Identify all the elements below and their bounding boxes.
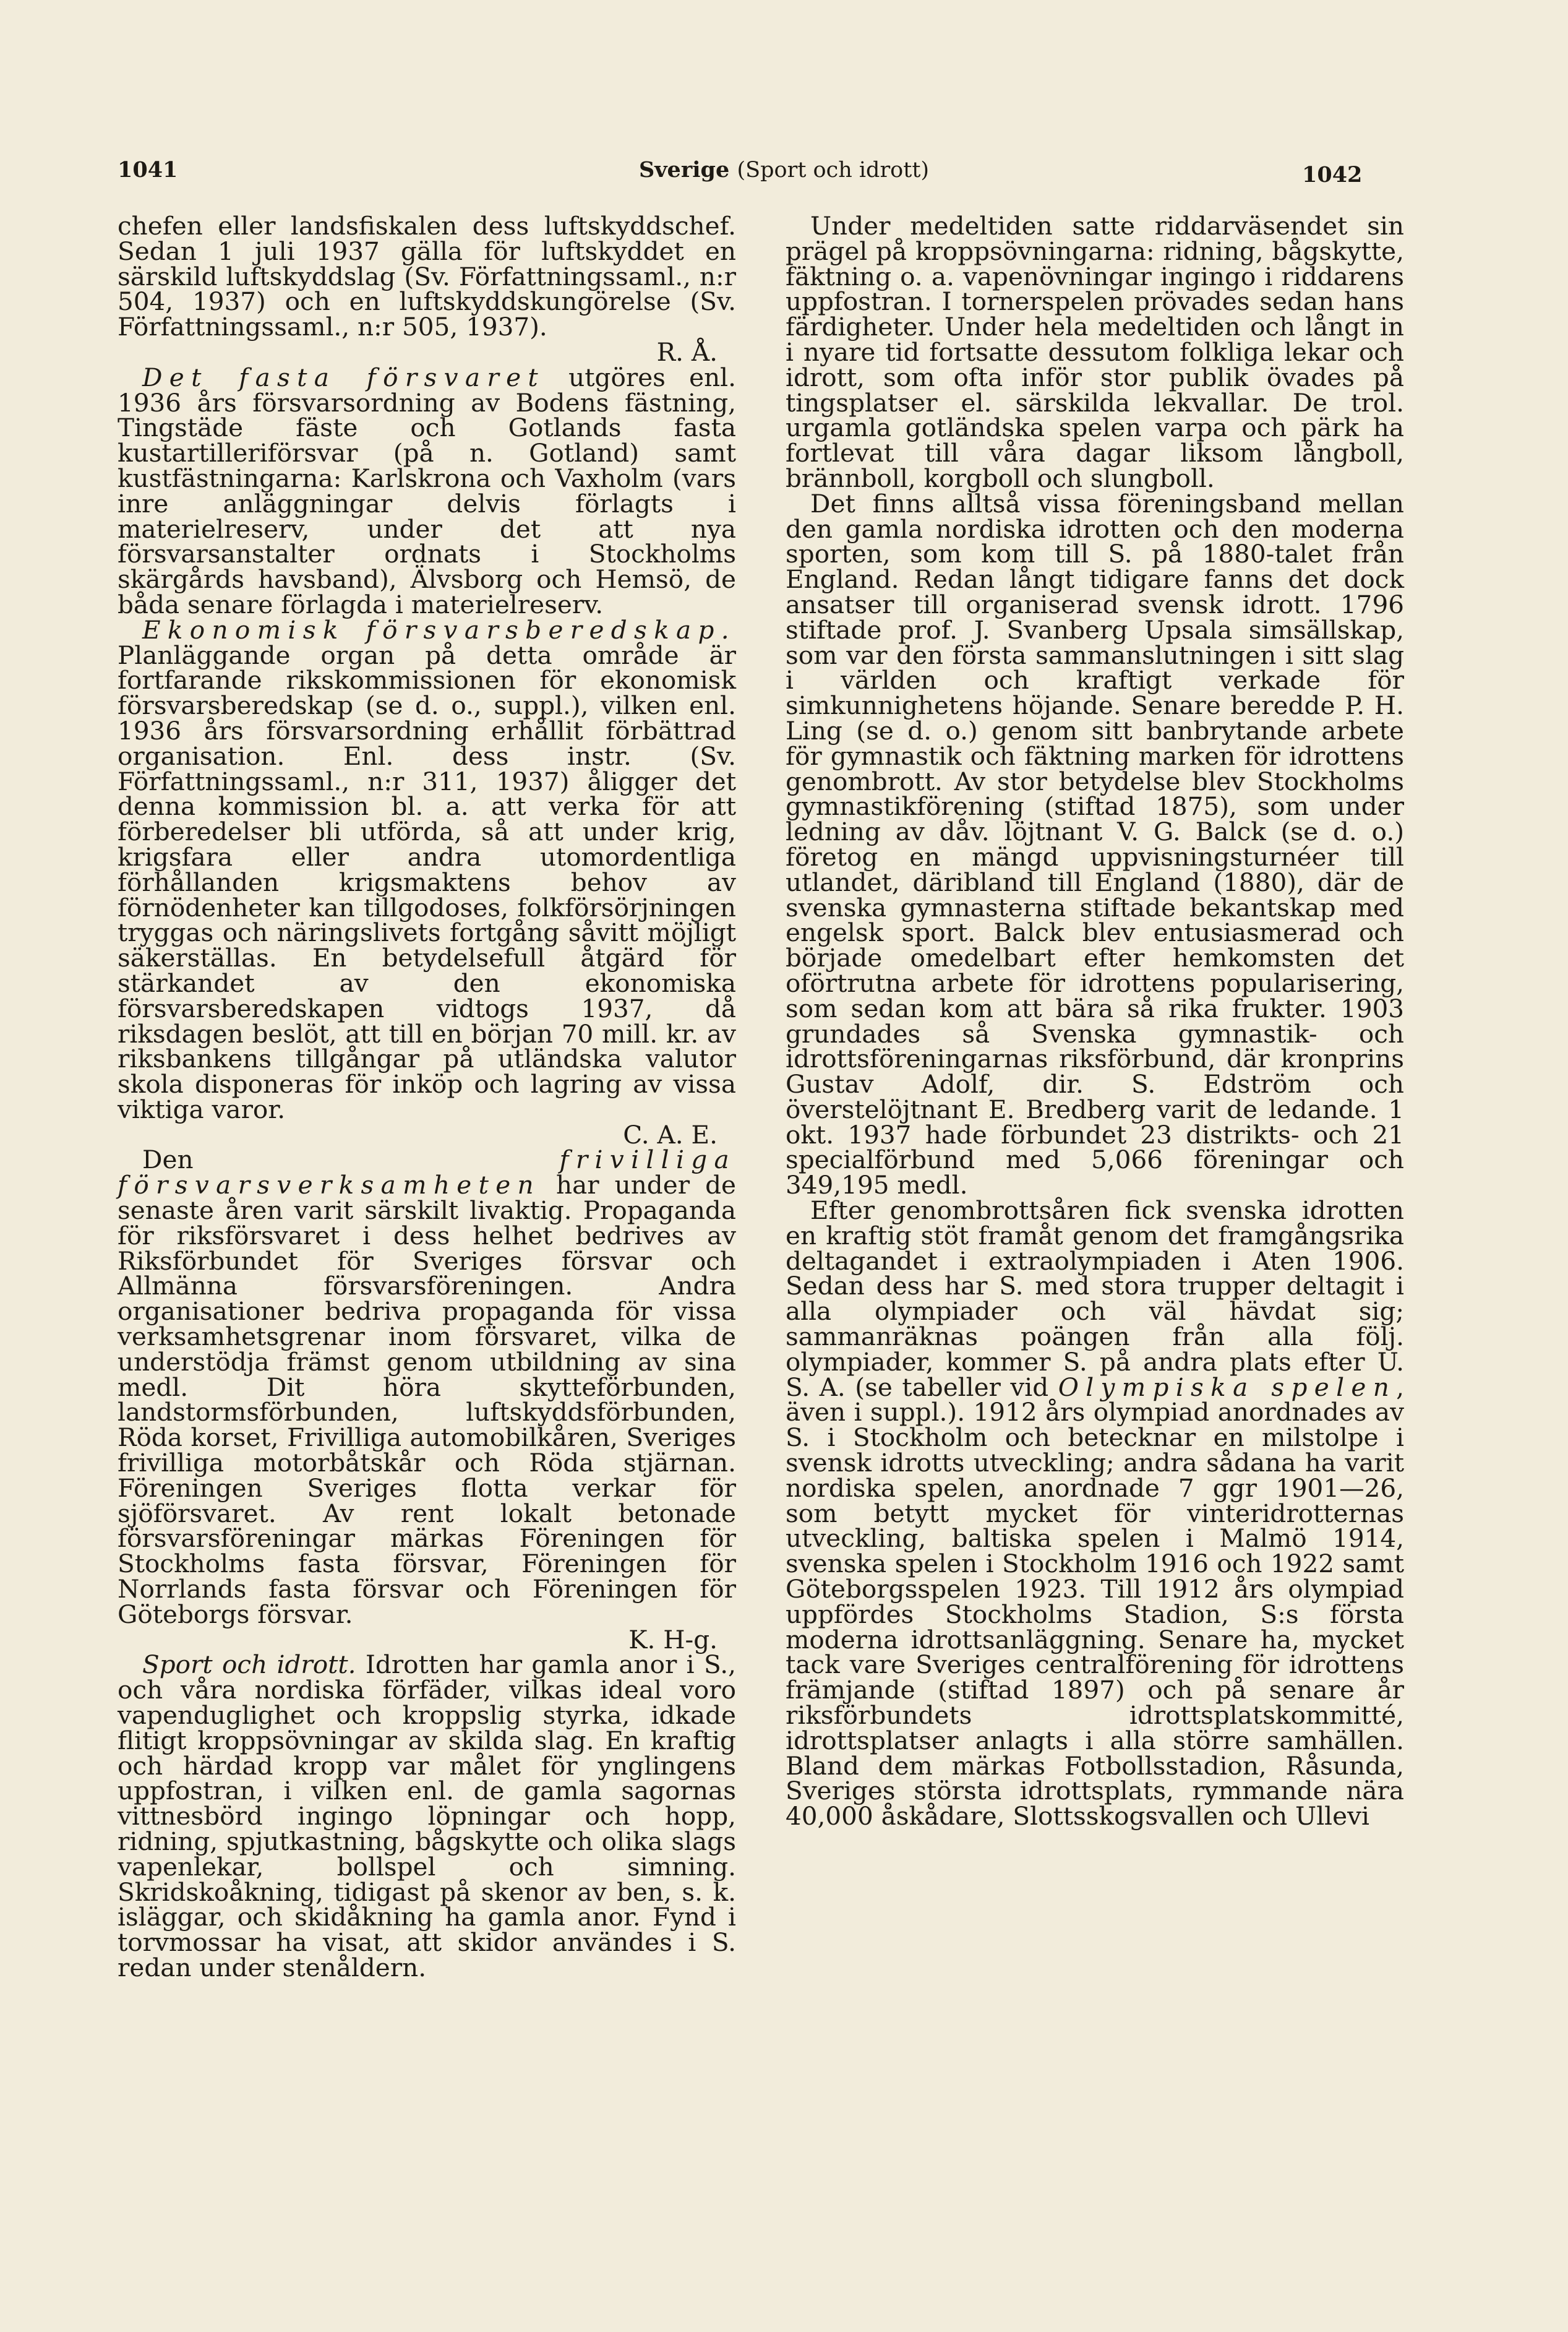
cross-reference: Olympiska spelen	[1058, 1372, 1397, 1402]
paragraph-text: har under de senaste åren varit särskilt livaktig. Propaganda för riksförsvaret i dess helhet bedrives av Riksförbundet för Sveriges försvar och Allmänna försvarsföreningen. Andra organisationer bedriva propaganda för vissa verksamhetsgrenar inom försvaret, vilka de understödja främst genom utbildning av sina medl. Dit höra skytteförbunden, landstormsförbunden, luftskyddsförbunden, Röda korset, Frivilliga automobilkåren, Sveriges frivilliga motorbåtskår och Röda stjärnan. Föreningen Sveriges flotta verkar för sjöförsvaret. Av rent lokalt betonade försvarsföreningar märkas Föreningen för Stockholms fasta försvar, Föreningen för Norrlands fasta försvar och Föreningen för Göteborgs försvar.	[118, 1170, 736, 1629]
author-signature: K. H-g.	[628, 1624, 718, 1654]
paragraph-text: Idrotten har gamla anor i S., och våra nordiska förfäder, vilkas ideal voro vapenduglighet och kroppslig styrka, idkade flitigt kroppsövningar av skilda slag. En kraftig och härdad kropp var målet för ynglingens uppfostran, i vilken enl. de gamla sagornas vittnesbörd ingingo löpningar och hopp, ridning, spjutkastning, bågskytte och olika slags vapenlekar, bollspel och simning. Skridskoåkning, tidigast på skenor av ben, s. k. isläggar, och skidåkning ha gamla anor. Fynd i torvmossar ha visat, att skidor användes i S. redan under stenåldern.	[118, 1650, 736, 1982]
page-number-right: 1042	[1302, 162, 1363, 187]
page-number-left: 1041	[118, 157, 178, 183]
paragraph-text: Planläggande organ på detta område är fortfarande rikskommissionen för ekonomisk försvarsberedskap (se d. o., suppl.), vilken enl. 1936 års försvarsordning erhållit förbättrad organisation. Enl. dess instr. (Sv. Författningssaml., n:r 311, 1937) åligger det denna kommission bl. a. att verka för att förberedelser bli utförda, så att under krig, krigsfara eller andra utomordentliga förhållanden krigsmaktens behov av förnödenheter kan tillgodoses, folkförsörjningen tryggas och näringslivets fortgång såvitt möjligt säkerställas. En betydelsefull åtgärd för stärkandet av den ekonomiska försvarsberedskapen vidtogs 1937, då riksdagen beslöt, att till en början 70 mill. kr. av riksbankens tillgångar på utländska valutor skola disponeras för inköp och lagring av vissa viktiga varor.	[118, 640, 736, 1124]
section-lead: frivilliga försvarsverksamheten	[118, 1145, 736, 1200]
paragraph-text: chefen eller landsfiskalen dess luftskyddschef. Sedan 1 juli 1937 gälla för luftskyddet en särskild luftskyddslag (Sv. Författningssaml., n:r 504, 1937) och en luftskyddskungörelse (Sv. Författningssaml., n:r 505, 1937).	[118, 211, 736, 342]
paragraph-ekonomisk-beredskap	[118, 614, 736, 1150]
paragraph-frivilliga	[118, 1147, 736, 1652]
paragraph-luftskydd	[118, 213, 736, 365]
section-lead: Det fasta försvaret	[142, 362, 545, 392]
left-column	[118, 213, 736, 1981]
paragraph-foreningsband: Det finns alltså vissa föreningsband mellan den gamla nordiska idrotten och den moderna sporten, som kom till S. på 1880-talet från England. Redan långt tidigare fanns det dock ansatser till organiserad svensk idrott. 1796 stiftade prof. J. Svanberg Upsala simsällskap, som var den första sammanslutningen i sitt slag i världen och kraftigt verkade för simkunnighetens höjande. Senare beredde P. H. Ling (se d. o.) genom sitt banbrytande arbete för gymnastik och fäktning marken för idrottens genombrott. Av stor betydelse blev Stockholms gymnastikförening (stiftad 1875), som under ledning av dåv. löjtnant V. G. Balck (se d. o.) företog en mängd uppvisningsturnéer till utlandet, däribland till England (1880), där de svenska gymnasterna stiftade bekantskap med engelsk sport. Balck blev entusiasmerad och började omedelbart efter hemkomsten det oförtrutna arbete för idrottens popularisering, som sedan kom att bära så rika frukter. 1903 grundades så Svenska gymnastik- och idrottsföreningarnas riksförbund, där kronprins Gustav Adolf, dir. S. Edström och överstelöjtnant E. Bredberg varit de ledande. 1 okt. 1937 hade förbundet 23 distrikts- och 21 specialförbund med 5,066 föreningar och 349,195 medl.	[786, 488, 1404, 1200]
section-lead: Ekonomisk försvarsberedskap.	[142, 614, 736, 645]
author-signature: R. Å.	[656, 337, 718, 367]
paragraph-text: , även i suppl.). 1912 års olympiad anordnades av S. i Stockholm och betecknar en milstolpe i svensk idrotts utveckling; andra sådana ha varit nordiska spelen, anordnade 7 ggr 1901—26, som betytt mycket för vinteridrotternas utveckling, baltiska spelen i Malmö 1914, svenska spelen i Stockholm 1916 och 1922 samt Göteborgsspelen 1923. Till 1912 års olympiad uppfördes Stockholms Stadion, S:s första moderna idrottsanläggning. Senare ha, mycket tack vare Sveriges centralförening för idrottens främjande (stiftad 1897) och på senare år riksförbundets idrottsplatskommitté, idrottsplatser anlagts i alla större samhällen. Bland dem märkas Fotbollsstadion, Råsunda, Sveriges största idrottsplats, rymmande nära 40,000 åskådare, Slottsskogsvallen och Ullevi	[786, 1372, 1404, 1831]
paragraph-text: utgöres enl. 1936 års försvarsordning av Bodens fästning, Tingstäde fäste och Gotlands fasta kustartilleriförsvar (på n. Gotland) samt kustfästningarna: Karlskrona och Vaxholm (vars inre anläggningar delvis förlagts i materielreserv, under det att nya försvarsanstalter ordnats i Stockholms skärgårds havsband), Älvsborg och Hemsö, de båda senare förlagda i materielreserv.	[118, 362, 736, 619]
paragraph-medeltiden: Under medeltiden satte riddarväsendet sin prägel på kroppsövningarna: ridning, bågskytte, fäktning o. a. vapenövningar ingingo i riddarens uppfostran. I tornerspelen prövades sedan hans färdigheter. Under hela medeltiden och långt in i nyare tid fortsatte dessutom folkliga lekar och idrott, som ofta inför stor publik övades på tingsplatser el. särskilda lekvallar. De trol. urgamla gotländska spelen varpa och pärk ha fortlevat till våra dagar liksom långboll, brännboll, korgboll och slungboll.	[786, 211, 1404, 493]
paragraph-text: Den	[142, 1145, 560, 1175]
author-signature: C. A. E.	[623, 1119, 718, 1150]
page-header	[0, 152, 1568, 189]
running-title-sub: (Sport och idrott)	[737, 158, 930, 183]
paragraph-sport-idrott	[118, 1652, 736, 1980]
paragraph-fasta-forsvaret	[118, 362, 736, 619]
paragraph-text: Efter genombrottsåren fick svenska idrotten en kraftig stöt framåt genom det framgångsrika deltagandet i extraolympiaden i Aten 1906. Sedan dess har S. med stora trupper deltagit i alla olympiader och väl hävdat sig; sammanräknas poängen från alla följ. olympiader, kommer S. på andra plats efter U. S. A. (se tabeller vid	[786, 1195, 1404, 1402]
running-title-main: Sverige	[638, 157, 730, 183]
paragraph-olympiader	[786, 1195, 1404, 1831]
right-column	[786, 213, 1404, 1829]
section-lead: Sport och idrott.	[142, 1650, 356, 1680]
